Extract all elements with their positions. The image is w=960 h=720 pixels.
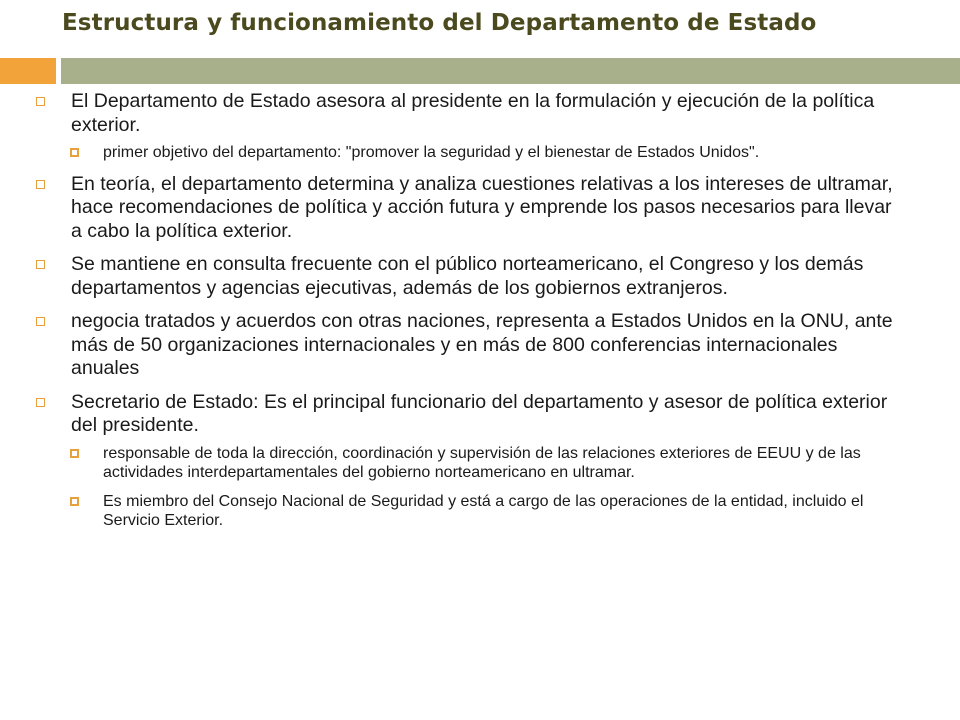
sub-bullet-item: [36, 143, 896, 163]
square-bullet-icon: [36, 180, 45, 189]
square-bullet-icon: [36, 317, 45, 326]
sub-bullet-text: Es miembro del Consejo Nacional de Seguridad y está a cargo de las operaciones de la entidad, incluido el Servicio Exterior.: [103, 492, 864, 529]
bullet-item: [36, 391, 896, 438]
square-bullet-icon: [70, 148, 79, 157]
slide-title: Estructura y funcionamiento del Departamento de Estado: [62, 10, 817, 36]
bullet-text: Secretario de Estado: Es el principal funcionario del departamento y asesor de política exterior del presidente.: [71, 390, 888, 436]
bullet-text: negocia tratados y acuerdos con otras naciones, representa a Estados Unidos en la ONU, ante más de 50 organizaciones internacionales y en más de 800 conferencias internacionales anuales: [71, 310, 893, 379]
sub-bullet-item: [36, 492, 896, 531]
bullet-item: [36, 310, 896, 381]
accent-bar: [0, 58, 56, 84]
bullet-item: [36, 90, 896, 137]
bullet-text: En teoría, el departamento determina y analiza cuestiones relativas a los intereses de ultramar, hace recomendaciones de política y acción futura y emprende los pasos necesarios para llevar a cabo la política exterior.: [71, 172, 893, 242]
bullet-text: El Departamento de Estado asesora al presidente en la formulación y ejecución de la política exterior.: [71, 90, 875, 136]
square-bullet-icon: [70, 449, 79, 458]
square-bullet-icon: [36, 260, 45, 269]
bullet-item: [36, 173, 896, 244]
sub-bullet-text: responsable de toda la dirección, coordinación y supervisión de las relaciones exteriores de EEUU y de las actividades interdepartamentales del gobierno norteamericano en ultramar.: [103, 444, 861, 481]
square-bullet-icon: [36, 97, 45, 106]
sub-bullet-item: [36, 444, 896, 483]
sub-bullet-text: primer objetivo del departamento: "promover la seguridad y el bienestar de Estados Unidos".: [103, 144, 760, 161]
square-bullet-icon: [36, 398, 45, 407]
bullet-list: [36, 90, 896, 541]
bullet-item: [36, 253, 896, 300]
title-underline-bar: [61, 58, 960, 84]
square-bullet-icon: [70, 497, 79, 506]
bullet-text: Se mantiene en consulta frecuente con el público norteamericano, el Congreso y los demás departamentos y agencias ejecutivas, además de los gobiernos extranjeros.: [71, 253, 864, 299]
